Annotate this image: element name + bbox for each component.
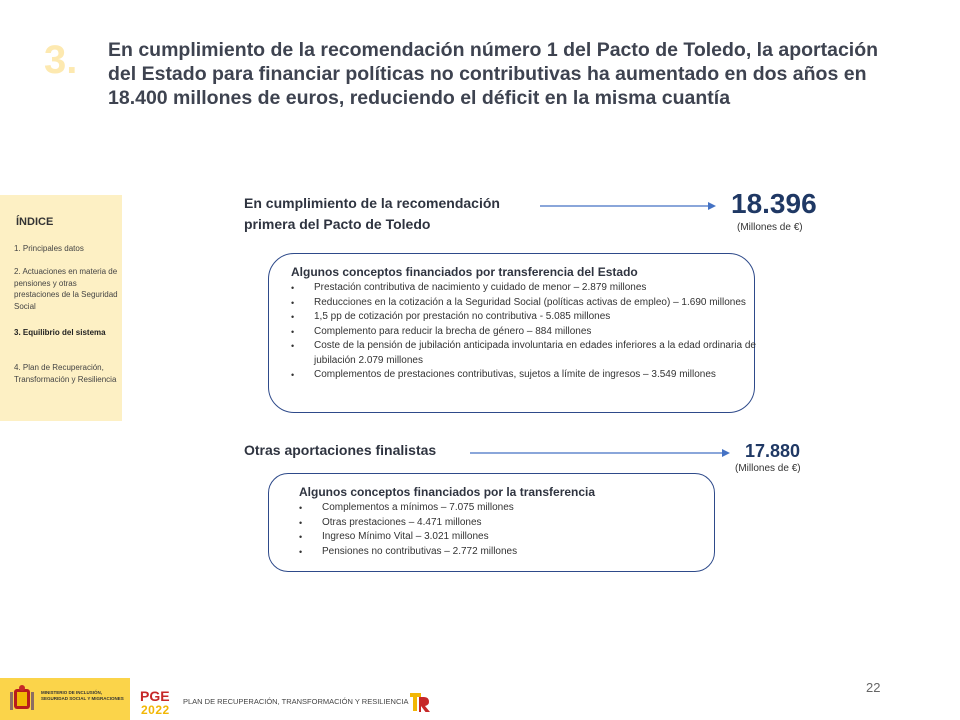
list-item: • Pensiones no contributivas – 2.772 millones [299, 545, 709, 560]
index-sidebar [0, 195, 122, 421]
slide-title: En cumplimiento de la recomendación número 1 del Pacto de Toledo, la aportación del Estado para financiar políticas no contributivas ha aumentado en dos años en 18.400 millones de euros, reduciendo el déficit en la misma cuantía [108, 39, 879, 109]
list-item: • Complementos a mínimos – 7.075 millones [299, 501, 709, 516]
tr-logo-icon [408, 690, 432, 714]
ministry-name: MINISTERIO DE INCLUSIÓN, SEGURIDAD SOCIAL Y MIGRACIONES [41, 690, 124, 701]
index-heading: ÍNDICE [16, 216, 54, 228]
pge-logo-text: PGE [140, 688, 170, 704]
section1-concepts-box [268, 253, 755, 413]
list-item: • Complementos de prestaciones contributivas, sujetos a límite de ingresos – 3.549 millones [291, 368, 761, 383]
section2-label: Otras aportaciones finalistas [244, 442, 437, 458]
plan-recuperacion-label: PLAN DE RECUPERACIÓN, TRANSFORMACIÓN Y RESILIENCIA [183, 697, 409, 706]
section1-arrow [540, 198, 720, 214]
section1-label: En cumplimiento de la recomendación primera del Pacto de Toledo [244, 195, 500, 232]
section2-box-title: Algunos conceptos financiados por la transferencia [299, 485, 596, 499]
ministry-logo [0, 678, 130, 720]
index-item-principales-datos[interactable]: 1. Principales datos [14, 244, 84, 253]
list-item: • 1,5 pp de cotización por prestación no contributiva - 5.085 millones [291, 310, 761, 325]
slide-section-number: 3. [44, 38, 78, 82]
list-item: • Prestación contributiva de nacimiento y cuidado de menor – 2.879 millones [291, 281, 761, 296]
list-item: • Complemento para reducir la brecha de género – 884 millones [291, 325, 761, 340]
section1-box-title: Algunos conceptos financiados por transferencia del Estado [291, 265, 638, 279]
section2-concepts-box [268, 473, 715, 572]
index-item-actuaciones[interactable]: 2. Actuaciones en materia de pensiones y otras prestaciones de la Seguridad Social [14, 267, 118, 311]
section1-unit: (Millones de €) [737, 222, 803, 233]
section2-bullet-list [299, 501, 709, 559]
pge-logo [140, 688, 176, 718]
section2-arrow [470, 445, 735, 461]
section2-value: 17.880 [745, 441, 801, 461]
list-item: • Ingreso Mínimo Vital – 3.021 millones [299, 530, 709, 545]
section1-bullet-list [291, 281, 761, 383]
pge-logo-year: 2022 [141, 703, 170, 717]
page-number: 22 [866, 680, 881, 695]
coat-of-arms-icon [8, 684, 36, 714]
section2-unit: (Millones de €) [735, 463, 801, 474]
list-item: • Otras prestaciones – 4.471 millones [299, 516, 709, 531]
section1-value: 18.396 [731, 188, 817, 219]
index-item-equilibrio[interactable]: 3. Equilibrio del sistema [14, 328, 106, 337]
list-item: • Reducciones en la cotización a la Seguridad Social (políticas activas de empleo) – 1.690 millones [291, 296, 761, 311]
list-item: • Coste de la pensión de jubilación anticipada involuntaria en edades inferiores a la edad ordinaria de jubilación 2.079 millones [291, 339, 761, 368]
index-item-plan-recuperacion[interactable]: 4. Plan de Recuperación, Transformación y Resiliencia [14, 363, 117, 384]
